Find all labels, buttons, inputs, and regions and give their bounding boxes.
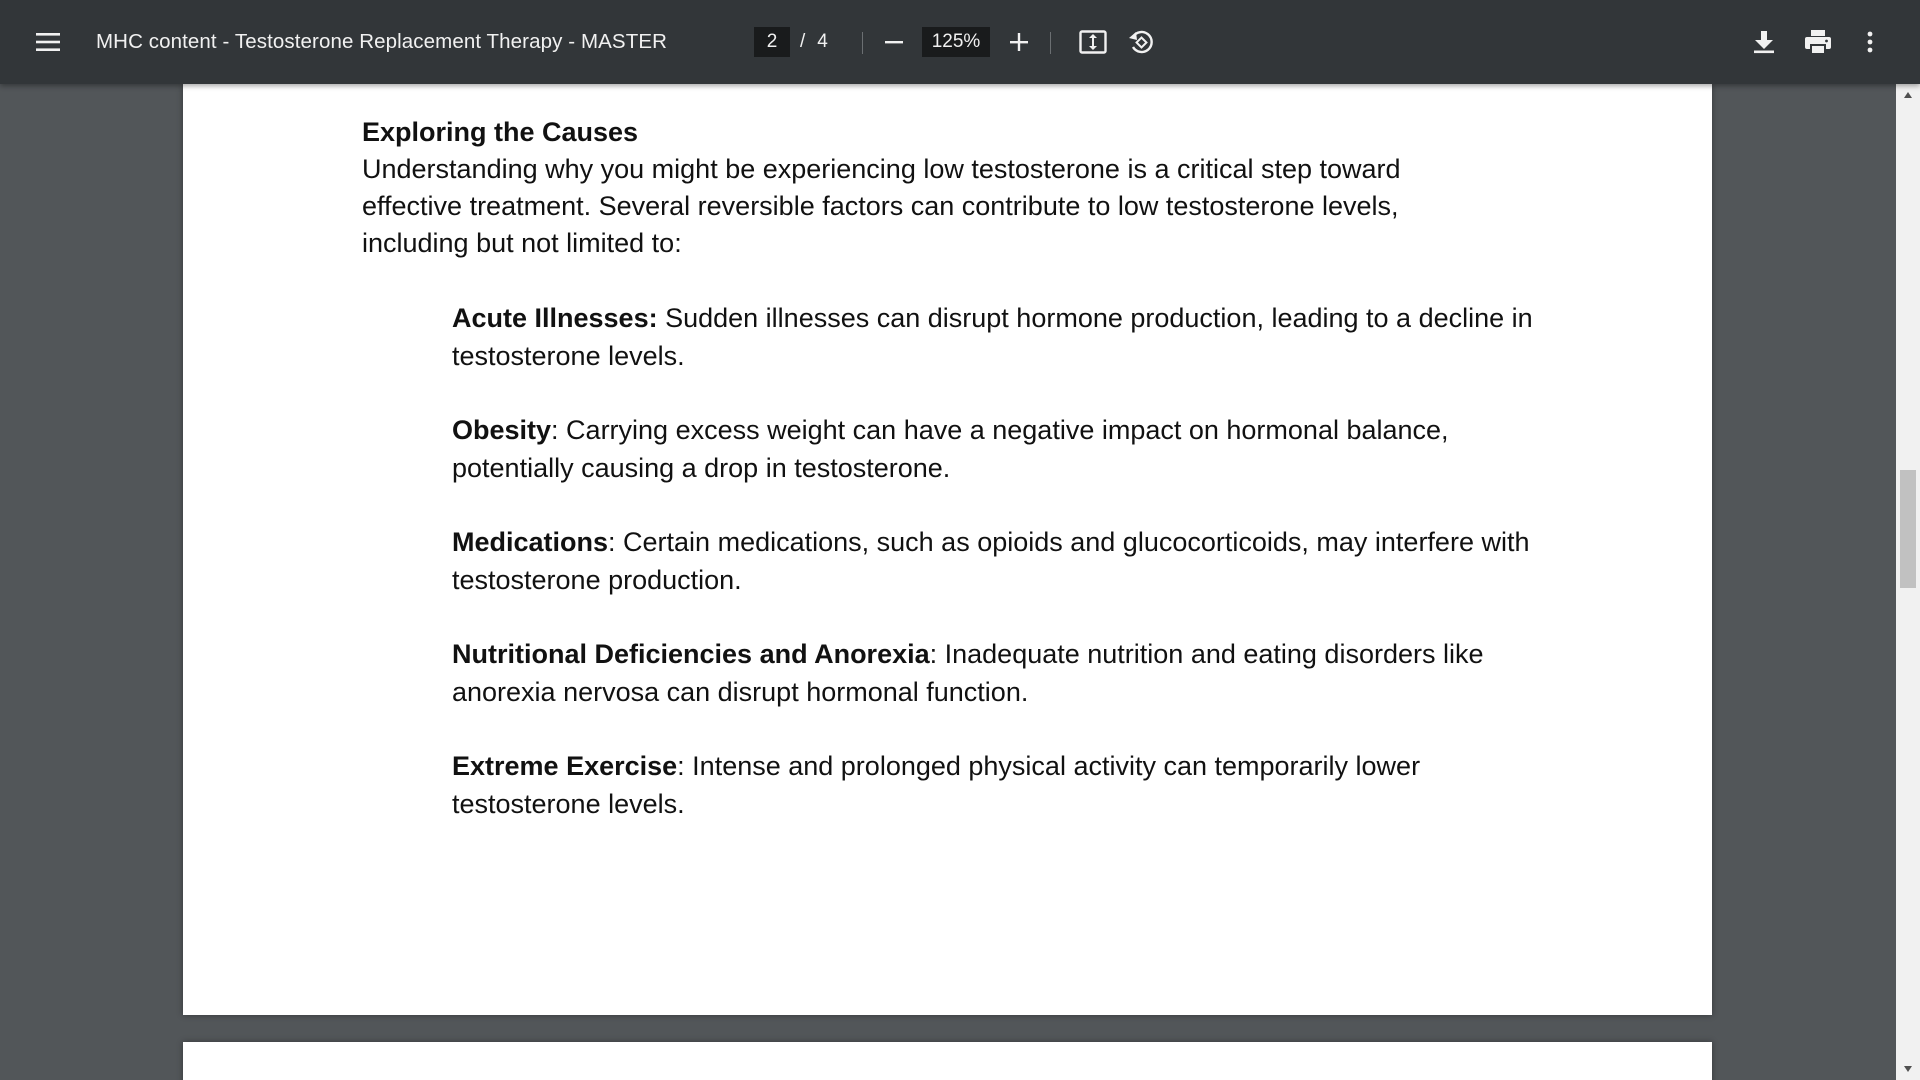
vertical-scrollbar[interactable] bbox=[1896, 84, 1920, 1080]
fit-to-page-button[interactable] bbox=[1073, 0, 1113, 84]
list-item-text: : Inadequate nutrition and eating disorders like anorexia nervosa can disrupt hormonal function. bbox=[452, 639, 1484, 707]
list-item bbox=[452, 411, 1542, 487]
list-item bbox=[452, 747, 1542, 823]
scroll-thumb[interactable] bbox=[1900, 470, 1916, 588]
list-item-text: Sudden illnesses can disrupt hormone production, leading to a decline in testosterone levels. bbox=[452, 303, 1533, 371]
list-item bbox=[452, 635, 1542, 711]
plus-icon bbox=[1009, 32, 1029, 52]
pdf-toolbar bbox=[0, 0, 1920, 84]
intro-paragraph: Understanding why you might be experiencing low testosterone is a critical step toward effective treatment. Several reversible factors can contribute to low testosterone levels, including but not limited to: bbox=[362, 154, 1401, 258]
section-heading: Exploring the Causes bbox=[362, 117, 639, 147]
causes-list bbox=[452, 299, 1542, 823]
total-pages: 4 bbox=[817, 31, 828, 52]
zoom-in-button[interactable] bbox=[999, 0, 1039, 84]
download-icon bbox=[1753, 30, 1775, 54]
menu-button[interactable] bbox=[26, 0, 70, 84]
fit-to-page-icon bbox=[1079, 30, 1107, 54]
zoom-level-input[interactable] bbox=[922, 27, 990, 57]
minus-icon bbox=[884, 32, 904, 52]
page-content bbox=[362, 114, 1562, 859]
toolbar-divider bbox=[1050, 32, 1051, 54]
download-button[interactable] bbox=[1744, 0, 1784, 84]
document-title: MHC content - Testosterone Replacement Therapy - MASTER bbox=[96, 30, 668, 53]
zoom-out-button[interactable] bbox=[874, 0, 914, 84]
list-item-term: Obesity bbox=[452, 415, 552, 445]
more-actions-button[interactable] bbox=[1850, 0, 1890, 84]
list-item-term: Nutritional Deficiencies and Anorexia bbox=[452, 639, 930, 669]
page-separator: / bbox=[800, 31, 806, 52]
list-item-term: Medications bbox=[452, 527, 609, 557]
print-button[interactable] bbox=[1798, 0, 1838, 84]
scroll-up-button[interactable] bbox=[1896, 84, 1920, 106]
list-item-term: Extreme Exercise bbox=[452, 751, 678, 781]
list-item bbox=[452, 299, 1542, 375]
more-vertical-icon bbox=[1866, 30, 1874, 54]
list-item-text: : Carrying excess weight can have a negative impact on hormonal balance, potentially causing a drop in testosterone. bbox=[452, 415, 1449, 483]
page-navigation bbox=[754, 0, 828, 84]
list-item-text: : Certain medications, such as opioids and glucocorticoids, may interfere with testosterone production. bbox=[452, 527, 1530, 595]
scroll-down-arrow-icon bbox=[1903, 1065, 1913, 1073]
list-item-term: Acute Illnesses: bbox=[452, 303, 658, 333]
rotate-button[interactable] bbox=[1121, 0, 1161, 84]
rotate-counterclockwise-icon bbox=[1127, 28, 1155, 56]
scroll-down-button[interactable] bbox=[1896, 1058, 1920, 1080]
toolbar-divider bbox=[862, 32, 863, 54]
hamburger-menu-icon bbox=[36, 32, 60, 52]
scroll-up-arrow-icon bbox=[1903, 91, 1913, 99]
pdf-page-next bbox=[183, 1042, 1712, 1080]
print-icon bbox=[1804, 29, 1832, 55]
pdf-page bbox=[183, 84, 1712, 1015]
list-item bbox=[452, 523, 1542, 599]
list-item-text: : Intense and prolonged physical activity can temporarily lower testosterone levels. bbox=[452, 751, 1421, 819]
page-number-input[interactable] bbox=[754, 27, 790, 57]
